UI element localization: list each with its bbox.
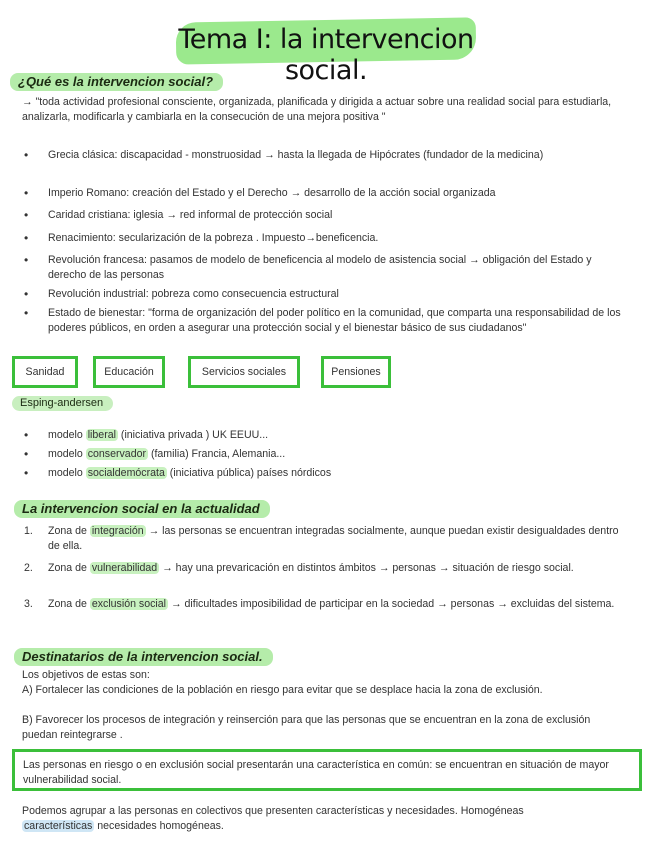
closing-text (22, 804, 642, 834)
zone-highlight: integración (91, 525, 144, 537)
bullet-item (22, 208, 628, 223)
zone-text: Zona de (48, 525, 90, 537)
bullet-dot: • (24, 306, 29, 320)
bullet-text: Grecia clásica: discapacidad - monstruosidad → hasta la llegada de Hipócrates (fundador de la medicina) (48, 149, 544, 161)
bullet-text: Estado de bienestar: "forma de organización del poder político en la comunidad, que comparta una responsabilidad de los poderes públicos, en orden a asegurar una protección social y el bienestar básico de sus ciudadanos" (48, 307, 621, 334)
closing-highlight: características (24, 820, 93, 832)
bullet-dot: • (24, 231, 29, 245)
bullet-item (22, 231, 628, 246)
bullet-dot: • (24, 208, 29, 222)
bullet-dot: • (24, 186, 29, 200)
model-detail: (iniciativa pública) países nórdicos (166, 467, 332, 479)
heading-destinatarios: Destinatarios de la intervencion social. (14, 648, 273, 666)
model-highlight: liberal (87, 429, 116, 441)
bullet-text: Imperio Romano: creación del Estado y el Derecho → desarrollo de la acción social organizada (48, 187, 496, 199)
heading-actualidad: La intervencion social en la actualidad (14, 500, 270, 518)
pillar-sanidad: Sanidad (12, 356, 78, 388)
zone-highlight: exclusión social (91, 598, 167, 610)
objectives-intro: Los objetivos de estas son: (22, 669, 150, 681)
zone-number: 3. (24, 598, 33, 610)
zone-text: Zona de (48, 562, 90, 574)
bullet-dot: • (24, 466, 29, 480)
objective-a: A) Fortalecer las condiciones de la población en riesgo para evitar que se desplace hacia la zona de exclusión. (22, 684, 543, 696)
objective-b: B) Favorecer los procesos de integración y reinserción para que las personas que se encuentran en la zona de exclusión puedan reintegrarse . (22, 714, 591, 741)
bullet-item (22, 148, 628, 163)
bullet-text: Caridad cristiana: iglesia → red informal de protección social (48, 209, 333, 221)
zone-number: 2. (24, 562, 33, 574)
heading-que-es: ¿Qué es la intervencion social? (10, 73, 223, 91)
bullet-dot: • (24, 428, 29, 442)
model-item (22, 428, 628, 443)
pillar-servicios-sociales: Servicios sociales (188, 356, 300, 388)
zone-detail: → dificultades imposibilidad de participar en la sociedad → personas → excluidas del sistema. (168, 598, 615, 610)
page-title: Tema I: la intervencion social. (178, 24, 474, 86)
zone-item (22, 561, 628, 576)
zone-detail: → hay una prevaricación en distintos ámbitos → personas → situación de riesgo social. (159, 562, 574, 574)
zone-item (22, 597, 628, 612)
zone-item (22, 524, 628, 553)
model-detail: (familia) Francia, Alemania... (148, 448, 286, 460)
model-item (22, 466, 628, 481)
model-text: modelo (48, 429, 86, 441)
pillar-pensiones: Pensiones (321, 356, 391, 388)
model-highlight: conservador (87, 448, 146, 460)
bullet-item (22, 287, 628, 302)
model-highlight: socialdemócrata (87, 467, 165, 479)
title-block (176, 14, 476, 86)
model-text: modelo (48, 448, 86, 460)
esping-andersen-label: Esping-andersen (12, 396, 113, 411)
zone-number: 1. (24, 525, 33, 537)
bullet-dot: • (24, 253, 29, 267)
bullet-text: Revolución industrial: pobreza como consecuencia estructural (48, 288, 339, 300)
pillar-educacion: Educación (93, 356, 165, 388)
zone-text: Zona de (48, 598, 90, 610)
bullet-text: Renacimiento: secularización de la pobreza . Impuesto→beneficencia. (48, 232, 379, 244)
definition-text: → "toda actividad profesional consciente, organizada, planificada y dirigida a actuar sobre una realidad social para estudiarla, analizarla, modificarla y cambiarla en la consecución de una mejora positiva " (22, 96, 612, 123)
bullet-item (22, 306, 628, 335)
bullet-dot: • (24, 287, 29, 301)
closing-line-2: necesidades homogéneas. (94, 820, 224, 832)
key-statement-box: Las personas en riesgo o en exclusión social presentarán una característica en común: se encuentran en situación de mayor vulnerabilidad social. (12, 749, 642, 791)
bullet-item (22, 186, 628, 201)
model-detail: (iniciativa privada ) UK EEUU... (117, 429, 269, 441)
zone-highlight: vulnerabilidad (91, 562, 158, 574)
bullet-dot: • (24, 447, 29, 461)
model-item (22, 447, 628, 462)
bullet-text: Revolución francesa: pasamos de modelo de beneficencia al modelo de asistencia social → obligación del Estado y derecho de las personas (48, 254, 592, 281)
model-text: modelo (48, 467, 86, 479)
bullet-dot: • (24, 148, 29, 162)
zone-detail: → las personas se encuentran integradas socialmente, aunque puedan existir desigualdades dentro de ella. (48, 525, 619, 552)
closing-line-1: Podemos agrupar a las personas en colectivos que presenten características y necesidades. Homogéneas (22, 805, 524, 817)
bullet-item (22, 253, 628, 282)
